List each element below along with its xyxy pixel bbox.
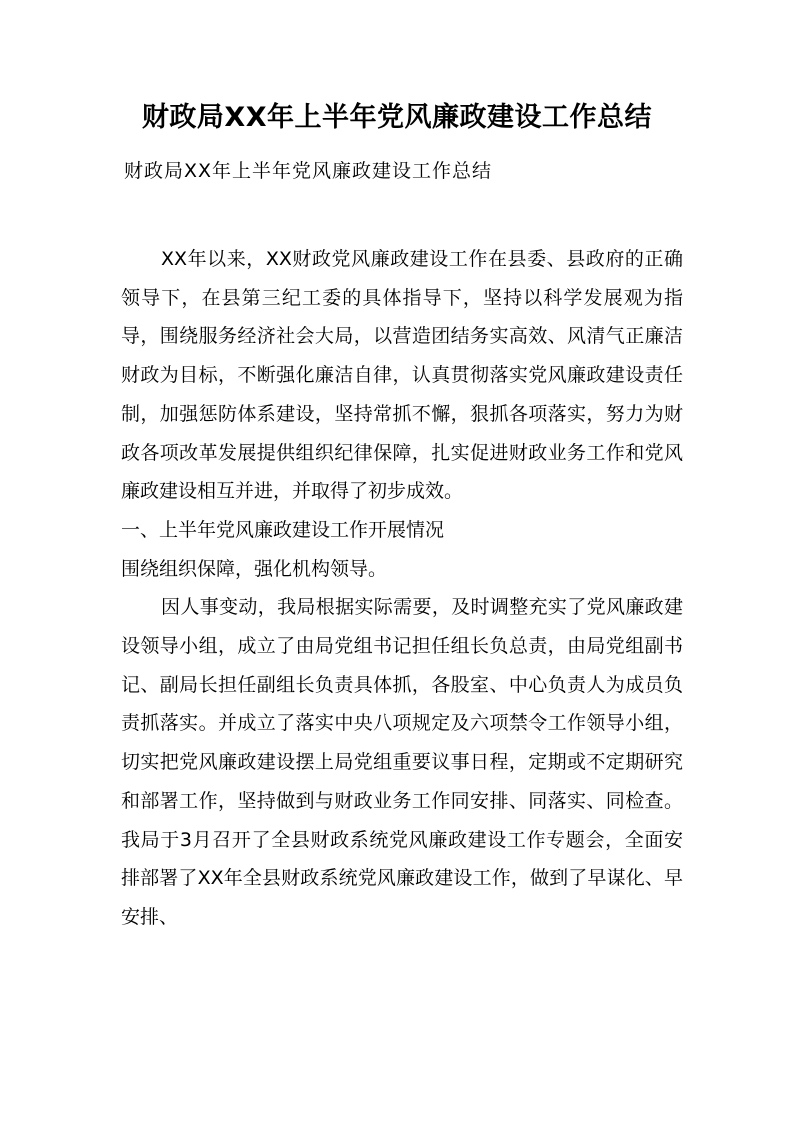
body-paragraph-organization: 因人事变动，我局根据实际需要，及时调整充实了党风廉政建设领导小组，成立了由局党组书记担任组长负总责，由局党组副书记、副局长担任副组长负责具体抓，各股室、中心负责人为成员负责抓落实。并成立了落实中央八项规定及六项禁令工作领导小组，切实把党风廉政建设摆上局党组重要议事日程，定期或不定期研究和部署工作，坚持做到与财政业务工作同安排、同落实、同检查。我局于3月召开了全县财政系统党风廉政建设工作专题会，全面安排部署了XX年全县财政系统党风廉政建设工作，做到了早谋化、早安排、 <box>121 596 683 928</box>
document-subtitle: 财政局XX年上半年党风廉政建设工作总结 <box>124 160 493 182</box>
section-subheading: 围绕组织保障，强化机构领导。 <box>121 557 388 580</box>
section-heading: 一、上半年党风廉政建设工作开展情况 <box>121 518 445 541</box>
body-paragraph-intro: XX年以来，XX财政党风廉政建设工作在县委、县政府的正确领导下，在县第三纪工委的具体指导下，坚持以科学发展观为指导，围绕服务经济社会大局，以营造团结务实高效、风清气正廉洁财政为目标，不断强化廉洁自律，认真贯彻落实党风廉政建设责任制，加强惩防体系建设，坚持常抓不懈，狠抓各项落实，努力为财政各项改革发展提供组织纪律保障，扎实促进财政业务工作和党风廉政建设相互并进，并取得了初步成效。 <box>121 248 683 503</box>
document-body <box>121 240 683 937</box>
document-title: 财政局XX年上半年党风廉政建设工作总结 <box>141 102 653 133</box>
